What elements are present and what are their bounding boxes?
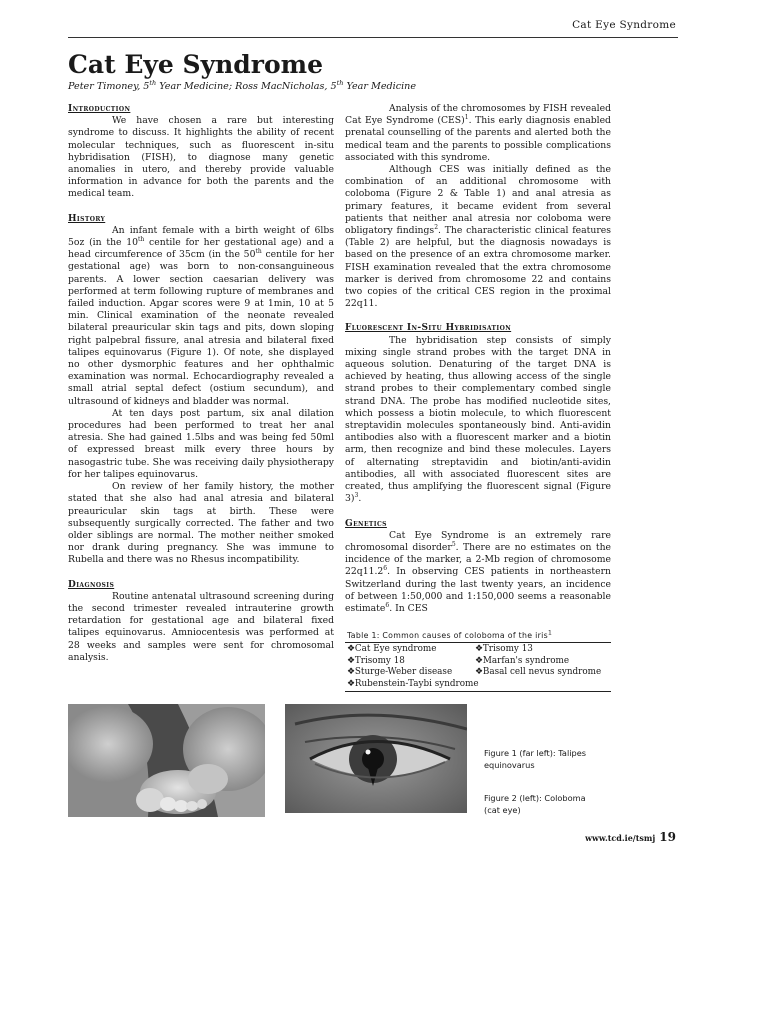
table-cell: ❖Trisomy 18 <box>347 655 405 666</box>
page-number: 19 <box>659 830 676 844</box>
right-column <box>345 103 611 615</box>
history-paragraph-2: At ten days post partum, six anal dilation procedures had been performed to treat her anal atresia. She had gained 1.5lbs and was being fed 50ml of expressed breast milk every three hours by nasogastric tube. She was receiving daily physiotherapy for her talipes equinovarus. <box>68 407 334 480</box>
heading-diagnosis: Diagnosis <box>68 579 115 590</box>
history-p1-sup-b: th <box>255 248 262 256</box>
introduction-paragraph: We have chosen a rare but interesting syndrome to discuss. It highlights the ability of recent molecular techniques, such as fluorescent in-situ hybridisation (FISH), to diagnose many genetic anomalies in utero, and thereby provide valuable information in advance for both the parents and the medical team. <box>68 115 334 200</box>
figure-1-caption: Figure 1 (far left): Talipes equinovarus <box>484 748 587 770</box>
table-1 <box>345 631 611 692</box>
page-footer <box>585 830 676 844</box>
genetics-p1-part-d: . In CES <box>389 602 428 614</box>
history-p1-sup-a: th <box>138 235 145 243</box>
table-cell: ❖Sturge-Weber disease <box>347 667 453 678</box>
heading-genetics: Genetics <box>345 518 387 529</box>
table-1-caption <box>347 631 611 640</box>
table-1-caption-sup: 1 <box>547 629 553 637</box>
heading-fish: Fluorescent In-Situ Hybridisation <box>345 323 512 334</box>
running-head: Cat Eye Syndrome <box>572 19 676 31</box>
figure-2-caption: Figure 2 (left): Coloboma (cat eye) <box>484 793 586 815</box>
genetics-p1-sup-c: 6 <box>385 601 390 609</box>
table-1-grid <box>345 643 611 690</box>
right-intro-p2-part-a: Although CES was initially defined as the combination of an additional chromosome with coloboma (Figure 2 & Table 1) and anal atresia as primary features, it became evident from several patients that neither anal atresia nor coloboma were obligatory findings <box>345 164 611 237</box>
right-intro-p2-part-b: . The characteristic clinical features (Table 2) are helpful, but the diagnosis nowadays is based on the presence of an extra chromosome marker. FISH examination revealed that the extra chromosome marker is derived from chromosome 22 and contains two copies of the critical CES region in the proximal 22q11. <box>345 225 611 310</box>
table-cell: ❖Cat Eye syndrome <box>347 644 437 654</box>
table-bottom-rule <box>345 691 611 692</box>
author-1-role: Year Medicine; Ross MacNicholas, 5 <box>156 81 337 92</box>
history-p1-part-a: An infant female with a birth weight of 6lbs 5oz (in the 10 <box>68 224 334 249</box>
diagnosis-paragraph: Routine antenatal ultrasound screening during the second trimester revealed intrauterine growth retardation for gestational age and bilateral fixed talipes equinovarus. Amniocentesis was performed at 28 weeks and samples were sent for chromosomal analysis. <box>68 590 334 663</box>
history-p1-part-b: centile for her gestational age) and a head circumference of 35cm (in the 50 <box>68 237 334 261</box>
genetics-p1-part-a: Cat Eye Syndrome is an extremely rare chromosomal disorder <box>345 529 611 553</box>
author-2-role: Year Medicine <box>343 81 417 92</box>
fish-analysis-paragraph <box>345 103 611 164</box>
genetics-p1-part-c: . In observing CES patients in northeastern Switzerland during the last twenty years, an incidence of between 1:50,000 and 1:150,000 seems a reasonable estimate <box>345 566 611 614</box>
author-line <box>68 78 417 92</box>
history-paragraph-1 <box>68 225 334 408</box>
fish-paragraph <box>345 335 611 506</box>
right-intro-p1-sup: 1 <box>464 114 469 122</box>
genetics-p1-sup-b: 6 <box>383 565 388 573</box>
ces-definition-paragraph <box>345 164 611 310</box>
table-1-caption-text: Table 1: Common causes of coloboma of the iris <box>347 631 548 640</box>
history-paragraph-3: On review of her family history, the mother stated that she also had anal atresia and bilateral preauricular skin tags at birth. These were subsequently surgically corrected. The father and two older siblings are normal. The mother neither smoked nor drank during pregnancy. She was immune to Rubella and there was no Rhesus incompatibility. <box>68 481 334 566</box>
figure-1-talipes-photo <box>68 704 265 817</box>
genetics-p1-part-b: . There are no estimates on the incidence of the marker, a 2-Mb region of chromosome 22q11.2 <box>345 541 611 578</box>
author-1-sup: th <box>149 78 157 87</box>
eye-photo-drawing <box>285 704 467 813</box>
history-p1-part-c: centile for her gestational age) was born to non-consanguineous parents. A lower section caesarian delivery was performed at term following rupture of membranes and failed induction. Apgar scores were 9 at 1min, 10 at 5 min. Clinical examination of the neonate revealed bilateral preauricular skin tags and pits, down sloping right palpebral fissure, anal atresia and bilateral fixed talipes equinovarus (Figure 1). Of note, she displayed no other dysmorphic features and her ophthalmic examination was normal. Echocardiography revealed a small atrial septal defect (ostium secundum), and ultrasound of kidneys and bladder was normal. <box>68 249 334 407</box>
journal-url: www.tcd.ie/tsmj <box>585 833 656 843</box>
table-cell: ❖Marfan's syndrome <box>475 655 570 666</box>
genetics-p1-sup-a: 5 <box>451 540 456 548</box>
right-intro-p1-part-b: . This early diagnosis enabled prenatal counselling of the parents and alerted both the medical team and the parents to possible complications associated with this syndrome. <box>345 115 611 163</box>
author-1: Peter Timoney, 5 <box>68 81 150 92</box>
genetics-paragraph <box>345 530 611 615</box>
article-title: Cat Eye Syndrome <box>68 50 323 79</box>
right-intro-p2-sup: 2 <box>434 223 439 231</box>
left-column <box>68 103 334 664</box>
table-cell: ❖Basal cell nevus syndrome <box>475 667 602 678</box>
header-rule <box>68 37 678 38</box>
heading-introduction: Introduction <box>68 104 131 114</box>
heading-history: History <box>68 213 106 224</box>
fish-p1-part-b: . <box>358 493 362 505</box>
fish-p1-part-a: The hybridisation step consists of simply mixing single strand probes with the target DNA in aqueous solution. Denaturing of the target DNA is achieved by heating, thus allowing access of the single strand probes to their complementary combed single strand DNA. The probe has modified nucleotide sites, which possess a biotin molecule, to which fluorescent streptavidin molecules spontaneously bind. Anti-avidin antibodies also with a fluorescent marker and a biotin arm, then recognize and bind these molecules. Layers of alternating streptavidin and biotin/anti-avidin antibodies, all with associated fluorescent sites are created, thus amplifying the fluorescent signal (Figure 3) <box>345 334 611 505</box>
author-2-sup: th <box>336 78 344 87</box>
table-cell: ❖Rubenstein-Taybi syndrome <box>347 678 479 689</box>
feet-photo-drawing <box>68 704 265 817</box>
fish-p1-sup: 3 <box>354 492 359 500</box>
table-cell: ❖Trisomy 13 <box>475 644 533 654</box>
right-intro-p1-part-a: Analysis of the chromosomes by FISH revealed Cat Eye Syndrome (CES) <box>345 103 611 127</box>
figure-2-coloboma-photo <box>285 704 467 813</box>
